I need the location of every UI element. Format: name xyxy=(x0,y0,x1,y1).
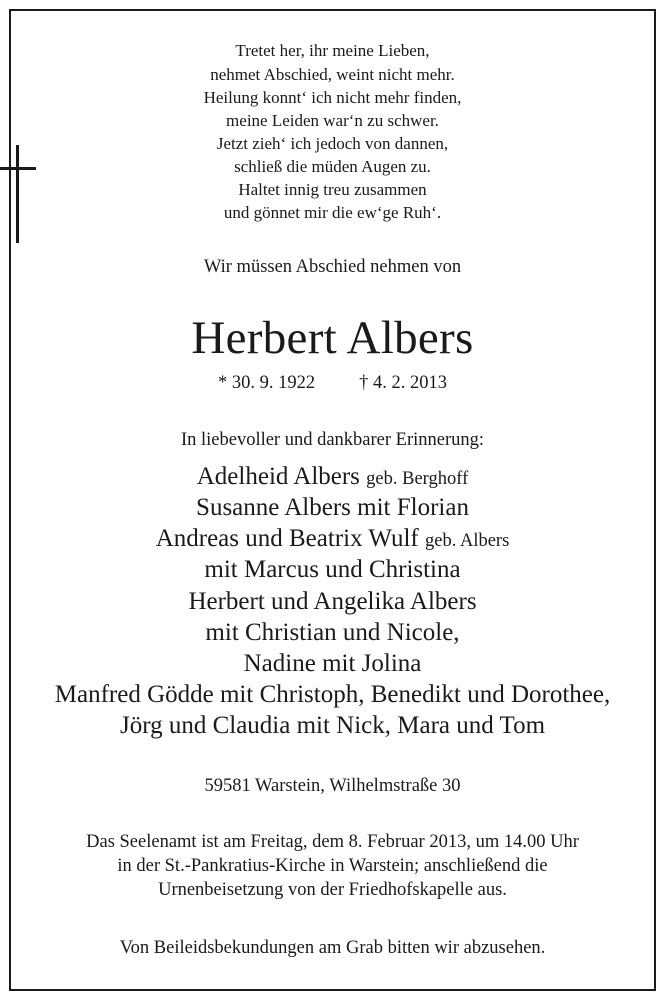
poem-line: und gönnet mir die ew‘ge Ruh‘. xyxy=(223,203,442,222)
poem-line: Jetzt zieh‘ ich jedoch von dannen, xyxy=(216,134,449,153)
life-dates xyxy=(0,374,665,393)
address-text: 59581 Warstein, Wilhelmstraße 30 xyxy=(204,776,461,796)
mourner-line xyxy=(0,620,665,645)
birth-date: * 30. 9. 1922 xyxy=(218,373,316,393)
closing-text: Von Beileidsbekundungen am Grab bitten wir abzusehen. xyxy=(119,938,546,958)
poem-line: Heilung konnt‘ ich nicht mehr finden, xyxy=(203,88,462,107)
mourner-name: Andreas und Beatrix Wulf xyxy=(155,525,419,552)
deceased-name: Herbert Albers xyxy=(191,312,474,364)
mourner-line xyxy=(0,557,665,582)
mourner-line xyxy=(0,526,665,551)
poem-line: Tretet her, ihr meine Lieben, xyxy=(235,41,430,60)
mourner-name: Manfred Gödde mit Christoph, Benedikt und Dorothee, xyxy=(54,681,611,708)
mourner-line xyxy=(0,713,665,738)
service-line: in der St.-Pankratius-Kirche in Warstein; anschließend die xyxy=(117,856,548,876)
poem-line: meine Leiden war‘n zu schwer. xyxy=(226,111,439,130)
service-line: Das Seelenamt ist am Freitag, dem 8. Februar 2013, um 14.00 Uhr xyxy=(86,832,579,852)
mourner-name: Jörg und Claudia mit Nick, Mara und Tom xyxy=(119,712,546,739)
mourner-suffix: geb. Berghoff xyxy=(366,469,469,489)
poem-line: nehmet Abschied, weint nicht mehr. xyxy=(210,65,455,84)
mourner-name: mit Marcus und Christina xyxy=(204,556,461,583)
service-line: Urnenbeisetzung von der Friedhofskapelle aus. xyxy=(158,880,507,900)
poem-line: Haltet innig treu zusammen xyxy=(238,180,427,199)
mourner-name: Nadine mit Jolina xyxy=(243,650,422,677)
mourner-line xyxy=(0,464,665,489)
mourner-name: Herbert und Angelika Albers xyxy=(188,588,477,615)
mourner-line xyxy=(0,589,665,614)
mourner-name: Adelheid Albers xyxy=(196,463,360,490)
poem-line: schließ die müden Augen zu. xyxy=(234,157,431,176)
intro-text: Wir müssen Abschied nehmen von xyxy=(203,257,462,277)
mourner-name: mit Christian und Nicole, xyxy=(205,619,460,646)
mourner-line xyxy=(0,682,665,707)
mourner-name: Susanne Albers mit Florian xyxy=(196,494,469,521)
mourners-intro: In liebevoller und dankbarer Erinnerung: xyxy=(180,430,485,450)
death-date: † 4. 2. 2013 xyxy=(359,373,447,393)
mourner-line xyxy=(0,651,665,676)
mourner-line xyxy=(0,495,665,520)
mourner-suffix: geb. Albers xyxy=(425,531,510,551)
